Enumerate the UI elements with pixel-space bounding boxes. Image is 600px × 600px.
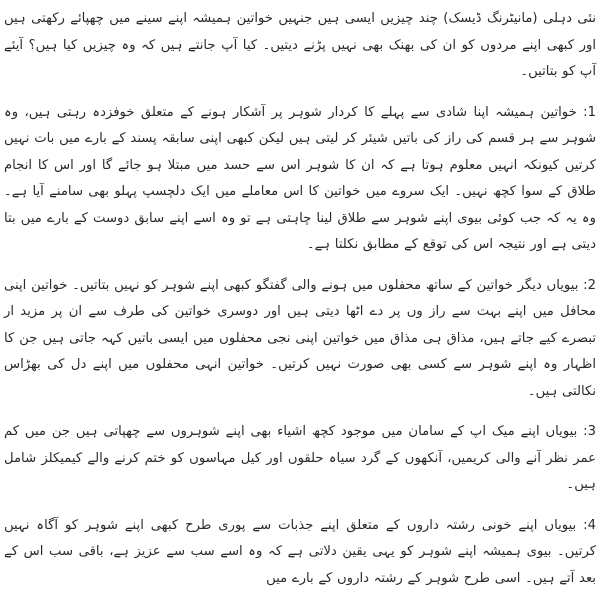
- point-2-paragraph: 2: بیویاں دیگر خواتین کے ساتھ محفلوں میں ہونے والی گفتگو کبھی اپنے شوہر کو نہیں بتاتیں۔ خواتین اپنی محافل میں اپنے بہت سے راز وں پر دے اٹھا دیتی ہیں اور دوسری خواتین کی طرف سے ان پر مزید ار تبصرے کیے جاتے ہیں، مذاق ہی مذاق میں خواتین اپنی نجی محفلوں میں ایسی باتیں کہہ جاتی ہیں جن کا اظہار وہ اپنے شوہر سے کسی بھی صورت نہیں کرتیں۔ خواتین انہی محفلوں میں اپنے دل کی بھڑاس نکالتی ہیں۔: [4, 277, 596, 399]
- intro-paragraph: نئی دہلی (مانیٹرنگ ڈیسک) چند چیزیں ایسی ہیں جنہیں خواتین ہمیشہ اپنے سینے میں چھپائے رکھتی ہیں اور کبھی اپنے مردوں کو ان کی بھنک بھی نہیں پڑنے دیتیں۔ کیا آپ جانتے ہیں کہ وہ چیزیں کیا ہیں؟ آیئے آپ کو بتاتیں۔: [4, 11, 596, 79]
- point-4-paragraph: 4: بیویاں اپنے خونی رشتہ داروں کے متعلق اپنے جذبات سے پوری طرح کبھی اپنے شوہر کو آگاہ نہیں کرتیں۔ بیوی ہمیشہ اپنے شوہر کو یہی یقین دلاتی ہے کہ وہ اسے سب سے عزیز ہے، باقی سب اس کے بعد آتے ہیں۔ اسی طرح شوہر کے رشتہ داروں کے بارے میں: [4, 517, 596, 586]
- point-3-paragraph: 3: بیویاں اپنے میک اپ کے سامان میں موجود کچھ اشیاء بھی اپنے شوہروں سے چھپاتی ہیں جن میں کم عمر نظر آنے والی کریمیں، آنکھوں کے گرد سیاہ حلقوں اور کیل مہاسوں کو ختم کرنے والے کیمیکلز شامل ہیں۔: [4, 424, 596, 492]
- point-1-paragraph: 1: خواتین ہمیشہ اپنا شادی سے پہلے کا کردار شوہر پر آشکار ہونے کے متعلق خوفزدہ رہتی ہیں، وہ شوہر سے ہر قسم کی راز کی باتیں شیئر کر لیتی ہیں لیکن کبھی اپنی سابقہ پسند کے بارے میں بات نہیں کرتیں کیونکہ انہیں معلوم ہوتا ہے کہ ان کا شوہر اس سے حسد میں مبتلا ہو جائے گا اور اس کا انجام طلاق کے سوا کچھ نہیں۔ ایک سروے میں خواتین کا اس معاملے میں ایک دلچسپ پہلو بھی سامنے آیا ہے۔ وہ یہ کہ جب کوئی بیوی اپنے شوہر سے طلاق لینا چاہتی ہے تو وہ اسے اپنے سابق دوست کے بارے میں بتا دیتی ہے اور نتیجہ اس کی توقع کے مطابق نکلتا ہے۔: [4, 104, 596, 252]
